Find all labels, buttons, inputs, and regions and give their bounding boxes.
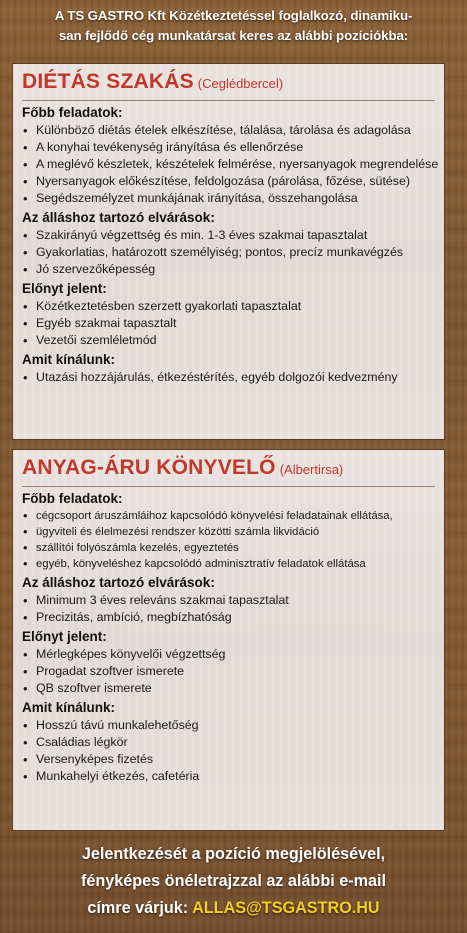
intro-text (6, 6, 461, 46)
section-heading-offer: Amit kínálunk: (22, 352, 116, 367)
list-item: • Szakirányú végzettség és min. 1-3 éves szakmai tapasztalat (22, 227, 435, 244)
list-item: • Egyéb szakmai tapasztalt (22, 315, 435, 332)
intro-line-2: san fejlődő cég munkatársat keres az alábbi pozíciókba: (58, 28, 409, 43)
main-tasks-list (22, 508, 435, 572)
footer-line-3 (10, 895, 457, 922)
list-item: • Mérlegképes könyvelői végzettség (22, 646, 435, 663)
list-item: • Utazási hozzájárulás, étkezéstérítés, egyéb dolgozói kedvezmény (22, 369, 435, 386)
footer-line-2: fényképes önéletrajzzal az alábbi e-mail (81, 872, 386, 890)
advantages-list (22, 298, 435, 349)
position-location: (Albertirsa) (279, 462, 344, 477)
section-heading-offer: Amit kínálunk: (22, 700, 116, 715)
list-item: • Hosszú távú munkalehetőség (22, 717, 435, 734)
list-item: • A konyhai tevékenység irányítása és ellenőrzése (22, 139, 435, 156)
list-item: • cégcsoport áruszámláihoz kapcsolódó könyvelési feladatainak ellátása, (22, 508, 435, 524)
list-item: • Családias légkör (22, 734, 435, 751)
list-item: • Nyersanyagok előkészítése, feldolgozása (párolása, főzése, sütése) (22, 173, 435, 190)
list-item: • Közétkeztetésben szerzett gyakorlati tapasztalat (22, 298, 435, 315)
list-item: • QB szoftver ismerete (22, 680, 435, 697)
list-item: • Versenyképes fizetés (22, 751, 435, 768)
section-heading-main-tasks: Főbb feladatok: (22, 105, 123, 120)
list-item: • Precizitás, ambíció, megbízhatóság (22, 609, 435, 626)
list-item: • Segédszemélyzet munkájának irányítása, összehangolása (22, 190, 435, 207)
section-heading-advantages: Előnyt jelent: (22, 281, 107, 296)
list-item: • Vezetői szemléletmód (22, 332, 435, 349)
section-heading-requirements: Az álláshoz tartozó elvárások: (22, 575, 215, 590)
list-item: • A meglévő készletek, készételek felmérése, nyersanyagok megrendelése (22, 156, 435, 173)
advantages-list (22, 646, 435, 697)
contact-email[interactable]: ALLAS@TSGASTRO.HU (192, 899, 380, 917)
position-title: ANYAG-ÁRU KÖNYVELŐ (22, 456, 276, 479)
position-card-anyag-aru-konyvelo (12, 449, 445, 831)
divider (22, 486, 435, 487)
list-item: • Minimum 3 éves releváns szakmai tapasztalat (22, 592, 435, 609)
requirements-list (22, 227, 435, 278)
position-location: (Ceglédbercel) (197, 76, 284, 91)
requirements-list (22, 592, 435, 626)
list-item: • ügyviteli és élelmezési rendszer közötti számla likvidáció (22, 524, 435, 540)
section-heading-advantages: Előnyt jelent: (22, 629, 107, 644)
section-heading-main-tasks: Főbb feladatok: (22, 491, 123, 506)
position-title-row (22, 456, 435, 486)
footer-line-1: Jelentkezését a pozíció megjelölésével, (81, 845, 386, 863)
position-title: DIÉTÁS SZAKÁS (22, 70, 194, 93)
list-item: • Munkahelyi étkezés, cafetéria (22, 768, 435, 785)
list-item: • Progadat szoftver ismerete (22, 663, 435, 680)
list-item: • Gyakorlatias, határozott személyiség; pontos, precíz munkavégzés (22, 244, 435, 261)
position-card-dietas-szakacs (12, 63, 445, 440)
list-item: • Jó szervezőképesség (22, 261, 435, 278)
footer-line-3-prefix: címre várjuk: (87, 899, 193, 917)
list-item: • Különböző diétás ételek elkészítése, tálalása, tárolása és adagolása (22, 122, 435, 139)
position-title-row (22, 70, 435, 100)
application-footer (10, 841, 457, 922)
section-heading-requirements: Az álláshoz tartozó elvárások: (22, 210, 215, 225)
list-item: • szállítói folyószámla kezelés, egyeztetés (22, 540, 435, 556)
main-tasks-list (22, 122, 439, 207)
offer-list (22, 369, 435, 386)
list-item: • egyéb, könyveléshez kapcsolódó adminisztratív feladatok ellátása (22, 556, 435, 572)
divider (22, 100, 435, 101)
offer-list (22, 717, 435, 785)
intro-line-1: A TS GASTRO Kft Közétkeztetéssel foglalkozó, dinamiku- (54, 8, 413, 23)
